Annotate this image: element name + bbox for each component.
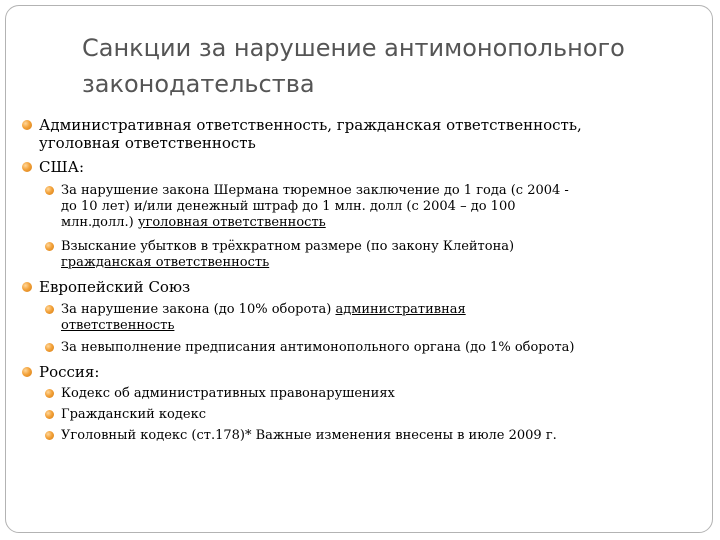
title-line-2: законодательства [82, 70, 315, 98]
text-line [61, 302, 466, 318]
bullet-text [61, 183, 569, 231]
bullet-icon [45, 389, 54, 398]
bullet-text [39, 116, 582, 152]
underlined-term: уголовная ответственность [137, 215, 326, 230]
bullet-text: За невыполнение предписания антимонопольного органа (до 1% оборота) [61, 340, 575, 355]
title-line-1: Санкции за нарушение антимонопольного [82, 34, 625, 62]
text-fragment: За нарушение закона (до 10% оборота) [61, 302, 336, 317]
bullet-icon [22, 282, 32, 292]
slide-title [82, 30, 682, 102]
text-line [61, 215, 569, 231]
bullet-text: Кодекс об административных правонарушениях [61, 386, 395, 401]
bullet-icon [45, 186, 54, 195]
text-line: За нарушение закона Шермана тюремное заключение до 1 года (с 2004 - [61, 183, 569, 198]
underlined-term: ответственность [61, 318, 175, 333]
bullet-text [61, 239, 514, 271]
text-line: Административная ответственность, гражданская ответственность, [39, 116, 582, 134]
text-line: до 10 лет) и/или денежный штраф до 1 млн. долл (с 2004 – до 100 [61, 199, 516, 214]
bullet-icon [45, 431, 54, 440]
bullet-icon [22, 120, 32, 130]
bullet-icon [22, 367, 32, 377]
bullet-text [61, 302, 466, 334]
bullet-text: Европейский Союз [39, 278, 191, 296]
bullet-icon [45, 242, 54, 251]
bullet-icon [45, 343, 54, 352]
bullet-icon [45, 410, 54, 419]
text-fragment: млн.долл.) [61, 215, 138, 230]
bullet-text: Гражданский кодекс [61, 407, 206, 422]
bullet-text: Уголовный кодекс (ст.178)* Важные изменения внесены в июле 2009 г. [61, 428, 557, 443]
text-line: уголовная ответственность [39, 134, 256, 152]
underlined-term: административная [335, 302, 466, 317]
text-line: Взыскание убытков в трёхкратном размере (по закону Клейтона) [61, 239, 515, 254]
underlined-term: гражданская ответственность [61, 255, 270, 270]
bullet-text: США: [39, 158, 85, 176]
bullet-text: Россия: [39, 363, 100, 381]
bullet-icon [22, 162, 32, 172]
bullet-icon [45, 305, 54, 314]
